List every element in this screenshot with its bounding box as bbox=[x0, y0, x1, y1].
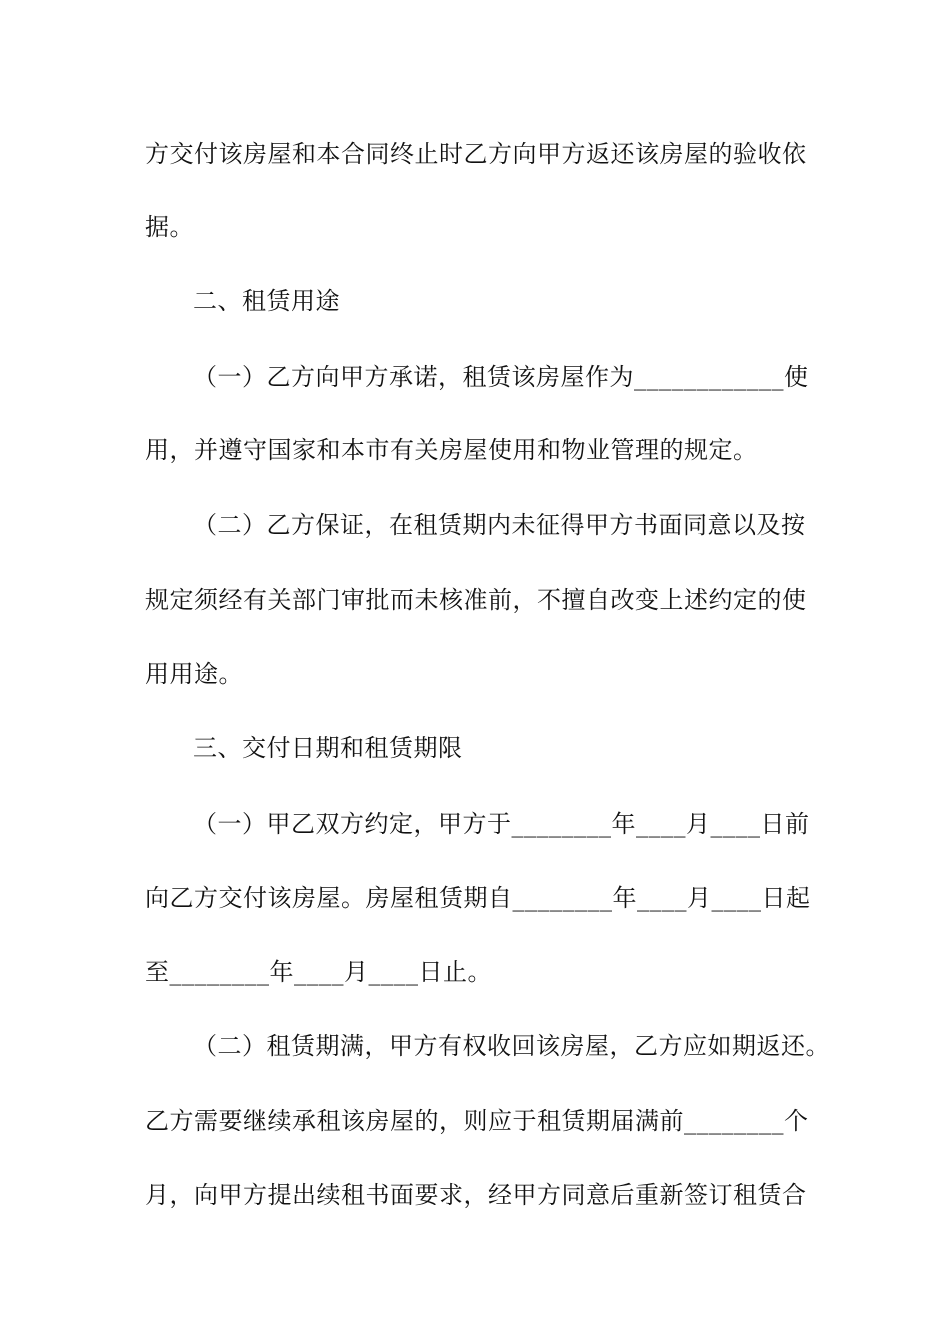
text-line: （二）租赁期满，甲方有权收回该房屋，乙方应如期返还。 bbox=[193, 1032, 830, 1060]
text-line: 乙方需要继续承租该房屋的，则应于租赁期届满前________个 bbox=[145, 1107, 809, 1135]
text-line: 规定须经有关部门审批而未核准前，不擅自改变上述约定的使 bbox=[145, 586, 807, 614]
text-line: 月，向甲方提出续租书面要求，经甲方同意后重新签订租赁合 bbox=[145, 1181, 807, 1209]
text-line: （一）甲乙双方约定，甲方于________年____月____日前 bbox=[193, 810, 810, 838]
text-line: （二）乙方保证，在租赁期内未征得甲方书面同意以及按 bbox=[193, 511, 806, 539]
section-heading-usage: 二、租赁用途 bbox=[193, 287, 340, 315]
text-line: （一）乙方向甲方承诺，租赁该房屋作为____________使 bbox=[193, 363, 809, 391]
section-heading-delivery: 三、交付日期和租赁期限 bbox=[193, 734, 463, 762]
text-line: 用用途。 bbox=[145, 660, 243, 688]
text-line: 至________年____月____日止。 bbox=[145, 958, 492, 986]
text-line: 据。 bbox=[145, 213, 194, 241]
text-line: 向乙方交付该房屋。房屋租赁期自________年____月____日起 bbox=[145, 884, 811, 912]
text-line: 用，并遵守国家和本市有关房屋使用和物业管理的规定。 bbox=[145, 436, 758, 464]
text-line: 方交付该房屋和本合同终止时乙方向甲方返还该房屋的验收依 bbox=[145, 140, 807, 168]
